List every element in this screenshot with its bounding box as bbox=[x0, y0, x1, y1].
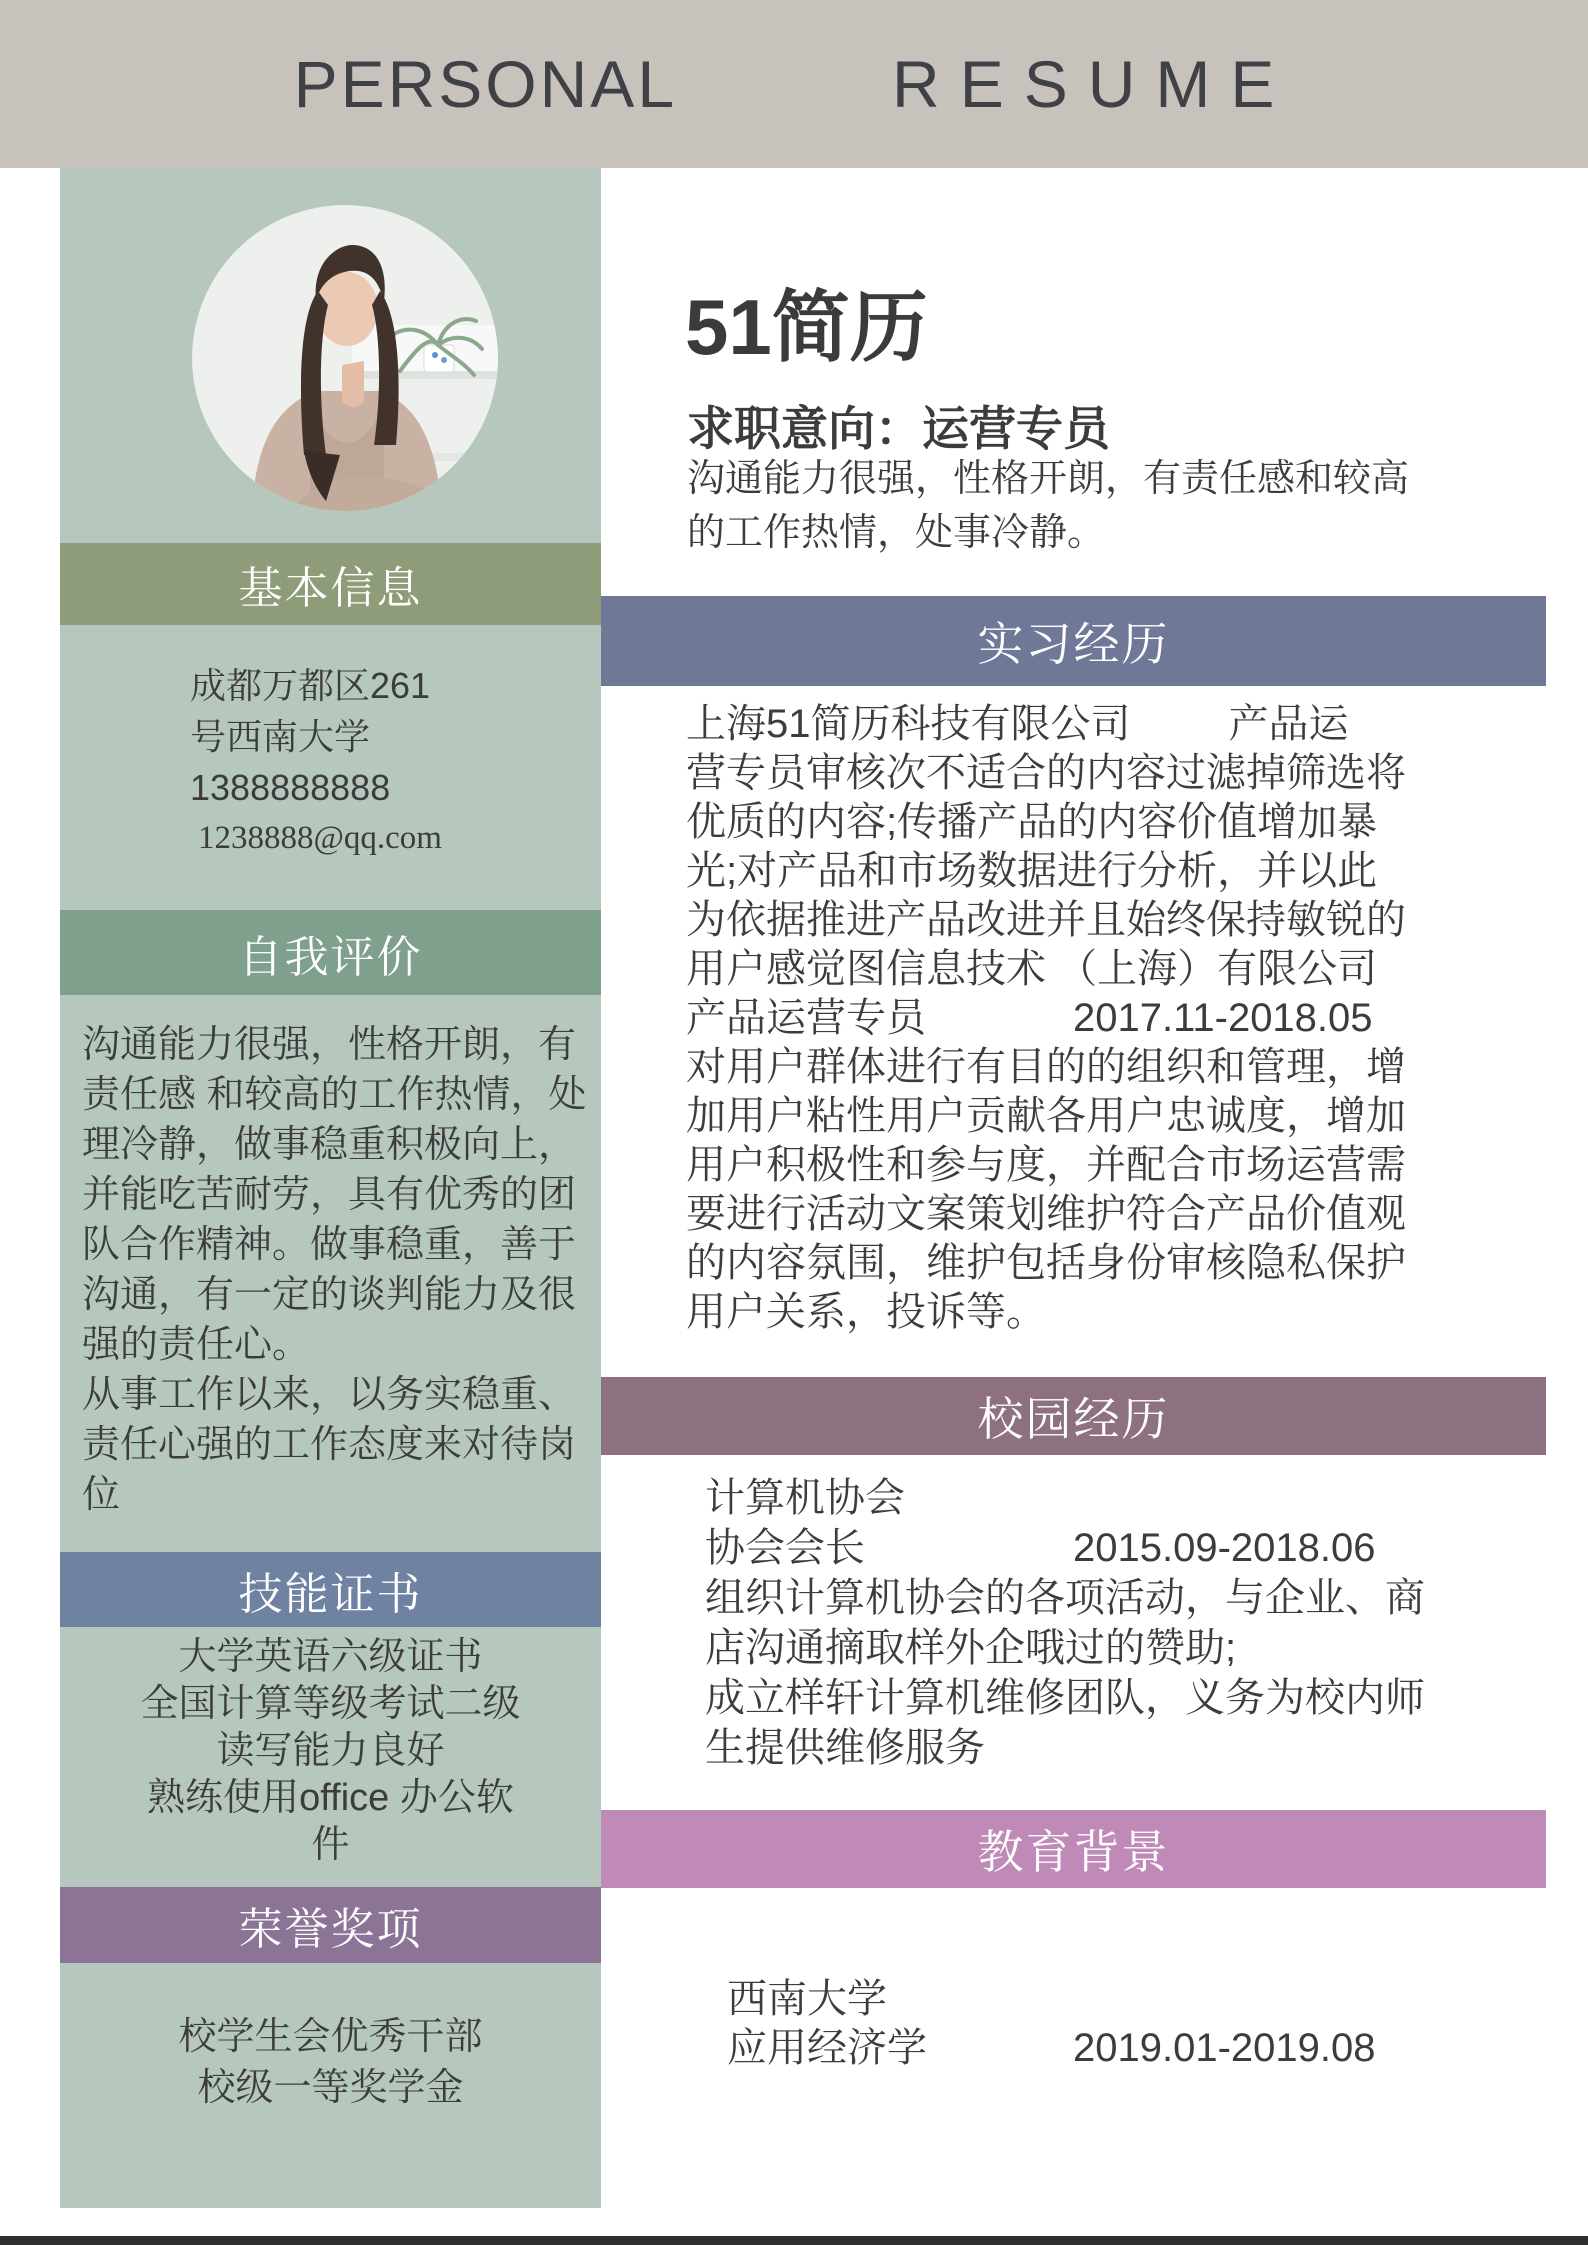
email-address: 1238888@qq.com bbox=[198, 820, 442, 856]
internship-line: 优质的内容;传播产品的内容价值增加暴 bbox=[686, 800, 1378, 844]
section-header-campus bbox=[601, 1377, 1546, 1455]
education-body bbox=[727, 1975, 1567, 2073]
self-evaluation-heading: 自我评价 bbox=[238, 932, 423, 982]
self-eval-line: 责任心强的工作态度来对待岗 bbox=[82, 1424, 577, 1466]
honors-list bbox=[60, 2012, 601, 2114]
section-header-honors bbox=[60, 1887, 601, 1963]
education-major: 应用经济学 bbox=[727, 2026, 927, 2070]
address-line-1: 成都万都区261 bbox=[190, 665, 431, 706]
skills-list bbox=[60, 1634, 601, 1869]
profile-photo-illustration bbox=[192, 205, 498, 511]
campus-organization: 计算机协会 bbox=[705, 1476, 905, 1520]
campus-heading: 校园经历 bbox=[977, 1393, 1170, 1445]
self-eval-line: 沟通，有一定的谈判能力及很 bbox=[82, 1274, 577, 1316]
internship-line: 要进行活动文案策划维护符合产品价值观 bbox=[686, 1192, 1406, 1236]
internship-line: 用户感觉图信息技术 （上海）有限公司 bbox=[686, 947, 1378, 991]
honor-item: 校学生会优秀干部 bbox=[178, 2016, 483, 2058]
basic-info-heading: 基本信息 bbox=[238, 564, 423, 613]
skill-item: 读写能力良好 bbox=[216, 1730, 445, 1772]
self-eval-line: 强的责任心。 bbox=[82, 1324, 311, 1366]
internship-line: 用户关系，投诉等。 bbox=[686, 1290, 1046, 1334]
internship-line: 对用户群体进行有目的的组织和管理，增 bbox=[686, 1045, 1406, 1089]
contact-block bbox=[190, 660, 442, 864]
header-word-personal: PERSONAL bbox=[293, 47, 678, 121]
profile-photo bbox=[192, 205, 498, 511]
internship-line: 光;对产品和市场数据进行分析，并以此 bbox=[686, 849, 1378, 893]
company-name: 上海51简历科技有限公司 bbox=[686, 702, 1131, 746]
page-bottom-border bbox=[0, 2236, 1588, 2245]
main-column bbox=[601, 168, 1588, 2245]
sidebar bbox=[60, 168, 601, 2208]
address-line-2: 号西南大学 bbox=[190, 716, 371, 757]
company-row-tail: 产品运 bbox=[1228, 702, 1349, 746]
objective-summary bbox=[687, 452, 1409, 560]
skill-item: 熟练使用office 办公软 bbox=[147, 1777, 514, 1819]
summary-line: 的工作热情，处事冷静。 bbox=[687, 512, 1106, 554]
internship-line: 用户积极性和参与度，并配合市场运营需 bbox=[686, 1143, 1406, 1187]
header-word-resume: RESUME bbox=[892, 47, 1295, 121]
self-eval-line: 责任感 和较高的工作热情，处 bbox=[82, 1074, 587, 1116]
campus-role: 协会会长 bbox=[705, 1526, 865, 1570]
phone-number: 1388888888 bbox=[190, 767, 391, 808]
section-header-internship bbox=[601, 596, 1546, 686]
self-eval-line: 理冷静，做事稳重积极向上， bbox=[82, 1124, 577, 1166]
self-eval-line: 位 bbox=[82, 1474, 121, 1516]
internship-line: 的内容氛围，维护包括身份审核隐私保护 bbox=[686, 1241, 1406, 1285]
campus-line: 店沟通摘取样外企哦过的赞助; bbox=[705, 1626, 1237, 1670]
campus-line: 成立样轩计算机维修团队，义务为校内师 bbox=[705, 1676, 1425, 1720]
honors-heading: 荣誉奖项 bbox=[238, 1905, 423, 1954]
section-header-self-evaluation bbox=[60, 910, 601, 995]
internship-company-row bbox=[686, 700, 1566, 749]
skill-item: 全国计算等级考试二级 bbox=[140, 1683, 521, 1725]
skill-item: 件 bbox=[311, 1824, 350, 1866]
page-header bbox=[0, 0, 1588, 168]
education-dates: 2019.01-2019.08 bbox=[1073, 2026, 1376, 2070]
internship-line: 营专员审核次不适合的内容过滤掉筛选将 bbox=[686, 751, 1406, 795]
section-header-skills bbox=[60, 1552, 601, 1627]
self-eval-line: 并能吃苦耐劳，具有优秀的团 bbox=[82, 1174, 577, 1216]
honor-item: 校级一等奖学金 bbox=[197, 2067, 464, 2109]
internship-line: 为依据推进产品改进并且始终保持敏锐的 bbox=[686, 898, 1406, 942]
campus-dates: 2015.09-2018.06 bbox=[1073, 1526, 1376, 1570]
campus-body bbox=[705, 1473, 1565, 1773]
section-header-education bbox=[601, 1810, 1546, 1888]
job-objective: 求职意向：运营专员 bbox=[687, 402, 1110, 455]
self-eval-line: 从事工作以来，以务实稳重、 bbox=[82, 1374, 577, 1416]
campus-role-row bbox=[705, 1523, 1565, 1573]
education-major-row bbox=[727, 2024, 1567, 2073]
self-eval-line: 沟通能力很强，性格开朗，有 bbox=[82, 1024, 577, 1066]
campus-line: 生提供维修服务 bbox=[705, 1726, 985, 1770]
self-evaluation-text bbox=[82, 1020, 594, 1520]
resume-title: 51简历 bbox=[685, 283, 928, 371]
internship-body bbox=[686, 700, 1566, 1337]
summary-line: 沟通能力很强，性格开朗，有责任感和较高 bbox=[687, 458, 1410, 500]
internship-dates: 2017.11-2018.05 bbox=[1073, 996, 1373, 1040]
skill-item: 大学英语六级证书 bbox=[178, 1636, 483, 1678]
internship-role: 产品运营专员 bbox=[686, 996, 926, 1040]
internship-role-row bbox=[686, 994, 1566, 1043]
education-school: 西南大学 bbox=[727, 1977, 887, 2021]
internship-heading: 实习经历 bbox=[977, 618, 1170, 670]
skills-heading: 技能证书 bbox=[238, 1569, 423, 1619]
internship-line: 加用户粘性用户贡献各用户忠诚度，增加 bbox=[686, 1094, 1406, 1138]
education-heading: 教育背景 bbox=[977, 1826, 1170, 1878]
self-eval-line: 队合作精神。做事稳重，善于 bbox=[82, 1224, 577, 1266]
section-header-basic-info bbox=[60, 543, 601, 625]
campus-line: 组织计算机协会的各项活动，与企业、商 bbox=[705, 1576, 1425, 1620]
